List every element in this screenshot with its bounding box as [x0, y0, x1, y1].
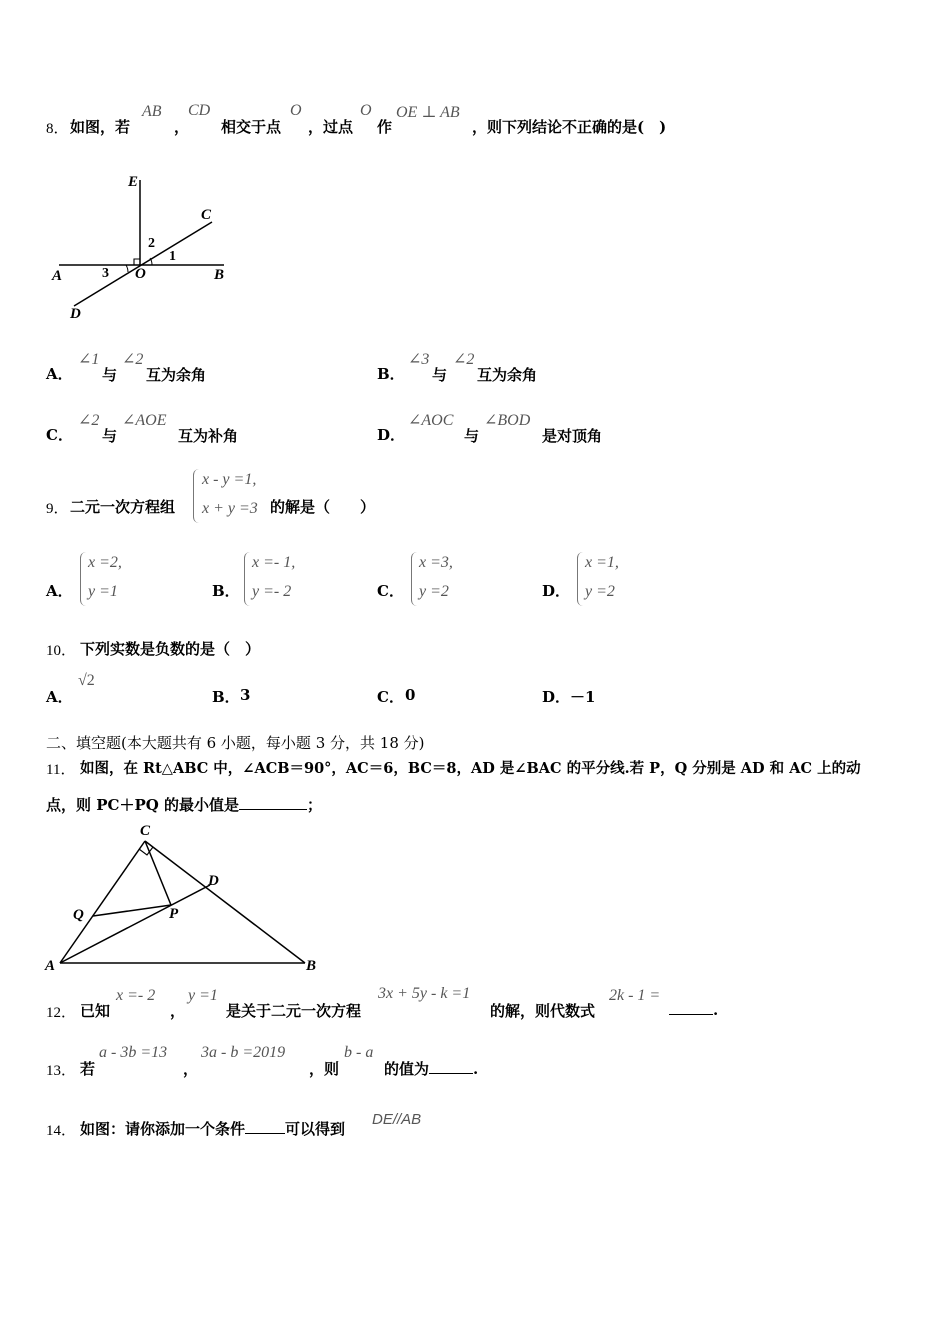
q8-text-1: 如图，若: [70, 118, 131, 136]
q11-number: 11．: [46, 762, 76, 778]
q9-option-a-line-1: x =2,: [88, 554, 122, 571]
q13-end: .: [473, 1060, 479, 1078]
q9-option-b-line-1: x =- 1,: [252, 554, 296, 571]
q11-line-2-end: ；: [307, 796, 323, 814]
q8-math-ab: AB: [142, 103, 162, 120]
q14-line: [80, 1118, 345, 1139]
q12-answer-blank[interactable]: [669, 1000, 713, 1015]
q13-number: 13．: [46, 1063, 77, 1079]
q13-text-1: 若: [80, 1060, 96, 1078]
q8-option-d-text-2: 是对顶角: [542, 427, 603, 445]
q8-option-d-math-2: ∠BOD: [484, 412, 531, 429]
segment-ad: [60, 885, 210, 963]
q13-math-3: b - a: [344, 1044, 374, 1061]
segment-ac: [60, 841, 145, 963]
q12-end: .: [713, 1001, 719, 1019]
q14-text-2: 可以得到: [285, 1120, 346, 1138]
label-angle-1: 1: [169, 249, 176, 264]
q8-option-b-text-2: 互为余角: [477, 366, 538, 384]
q8-option-b-text-1: 与: [432, 366, 448, 384]
q8-option-c-math-1: ∠2: [78, 412, 100, 429]
q10-number: 10．: [46, 643, 77, 659]
q9-equation-2: x + y =3: [202, 500, 258, 517]
right-angle-mark: [134, 259, 140, 265]
label-p: P: [169, 906, 179, 922]
label-angle-3: 3: [102, 266, 109, 281]
q12-math-y: y =1: [188, 987, 218, 1004]
q11-figure: [40, 818, 330, 980]
q8-math-o1: O: [290, 102, 302, 119]
q8-option-c-label[interactable]: C．: [46, 426, 73, 444]
q12-math-expression: 2k - 1 =: [609, 987, 661, 1004]
label-e: E: [128, 174, 139, 190]
q8-option-d-text-1: 与: [464, 427, 480, 445]
label-c: C: [201, 207, 212, 223]
q9-option-a-label[interactable]: A．: [46, 582, 73, 600]
q12-answer-line: [669, 1000, 718, 1019]
q9-system-brace: [193, 469, 202, 523]
q14-number: 14．: [46, 1123, 77, 1139]
q12-text-1: 已知: [80, 1002, 111, 1020]
q10-option-d-value: －1: [570, 688, 596, 706]
label-a: A: [45, 958, 56, 974]
label-d: D: [208, 873, 219, 889]
label-d: D: [70, 306, 81, 322]
q9-option-c-line-2: y =2: [419, 583, 449, 600]
label-b: B: [306, 958, 317, 974]
section-2-title: 二、填空题(本大题共有 6 小题，每小题 3 分，共 18 分): [46, 734, 425, 752]
q8-option-c-math-2: ∠AOE: [122, 412, 167, 429]
q8-text-5: 作: [377, 118, 393, 136]
q9-number: 9．: [46, 501, 69, 517]
q10-text: 下列实数是负数的是（ ）: [80, 640, 261, 658]
q9-option-a-line-2: y =1: [88, 583, 118, 600]
q8-option-a-math-1: ∠1: [78, 351, 100, 368]
q8-text-6: ，则下列结论不正确的是( ): [472, 118, 667, 136]
q9-option-b-line-2: y =- 2: [252, 583, 292, 600]
q13-answer-line: [384, 1058, 478, 1079]
q9-option-d-line-2: y =2: [585, 583, 615, 600]
q10-option-c-label[interactable]: C．: [377, 688, 404, 706]
q8-option-c-text-2: 互为补角: [178, 427, 239, 445]
q8-number: 8．: [46, 121, 69, 137]
q8-option-c-text-1: 与: [102, 427, 118, 445]
label-o: O: [135, 266, 146, 282]
q14-math-de-parallel-ab: DE//AB: [372, 1111, 422, 1128]
q10-option-d-label[interactable]: D．: [542, 688, 571, 706]
q12-number: 12．: [46, 1005, 77, 1021]
q9-option-d-line-1: x =1,: [585, 554, 619, 571]
label-angle-2: 2: [148, 236, 155, 251]
q13-text-4: 的值为: [384, 1060, 430, 1078]
q8-math-o2: O: [360, 102, 372, 119]
q14-text-1: 如图：请你添加一个条件: [80, 1120, 246, 1138]
q14-answer-blank[interactable]: [245, 1119, 285, 1134]
label-a: A: [52, 268, 63, 284]
angle-3-arc: [126, 265, 128, 272]
q12-text-4: 的解，则代数式: [490, 1002, 596, 1020]
line-cd: [74, 222, 212, 306]
q8-option-b-math-1: ∠3: [408, 351, 430, 368]
q8-option-a-math-2: ∠2: [122, 351, 144, 368]
q8-text-4: ，过点: [308, 118, 354, 136]
label-q: Q: [73, 907, 84, 923]
q10-option-c-value: 0: [405, 686, 416, 704]
q9-option-c-label[interactable]: C．: [377, 582, 404, 600]
q13-math-1: a - 3b =13: [99, 1044, 168, 1061]
segment-qp: [93, 905, 171, 916]
q10-option-b-label[interactable]: B．: [212, 688, 240, 706]
q13-answer-blank[interactable]: [429, 1059, 473, 1074]
q8-option-a-text-1: 与: [102, 366, 118, 384]
q13-text-3: ，则: [309, 1060, 340, 1078]
q11-line-2: [46, 794, 322, 815]
q9-option-d-label[interactable]: D．: [542, 582, 571, 600]
q10-option-a-value: √2: [78, 672, 95, 689]
label-b: B: [214, 267, 225, 283]
q9-text-2: 的解是（ ）: [270, 498, 376, 516]
q13-text-2: ，: [183, 1060, 199, 1078]
q12-math-x: x =- 2: [116, 987, 156, 1004]
q11-answer-blank[interactable]: [239, 795, 307, 810]
q10-option-a-label[interactable]: A．: [46, 688, 73, 706]
q8-option-d-math-1: ∠AOC: [408, 412, 454, 429]
q9-equation-1: x - y =1,: [202, 471, 257, 488]
q8-math-cd: CD: [188, 102, 211, 119]
q13-math-2: 3a - b =2019: [201, 1044, 286, 1061]
q9-text-1: 二元一次方程组: [70, 498, 176, 516]
q9-option-b-label[interactable]: B．: [212, 582, 240, 600]
q12-text-3: 是关于二元一次方程: [226, 1002, 362, 1020]
q8-option-b-label[interactable]: B．: [377, 365, 405, 383]
q12-text-2: ，: [170, 1002, 186, 1020]
q8-option-d-label[interactable]: D．: [377, 426, 406, 444]
q11-line-2-text: 点，则 PC＋PQ 的最小值是: [46, 796, 240, 814]
q9-option-c-line-1: x =3,: [419, 554, 453, 571]
q11-line-1: 如图，在 Rt△ABC 中，∠ACB＝90°，AC＝6，BC＝8，AD 是∠BAC 的平分线.若 P，Q 分别是 AD 和 AC 上的动: [80, 760, 861, 777]
label-c: C: [140, 823, 151, 839]
q8-option-a-label[interactable]: A．: [46, 365, 73, 383]
q8-option-b-math-2: ∠2: [453, 351, 475, 368]
q12-math-equation: 3x + 5y - k =1: [378, 985, 471, 1002]
q10-option-b-value: 3: [240, 686, 251, 704]
q8-text-2: ，: [174, 118, 190, 136]
q8-text-3: 相交于点: [221, 118, 282, 136]
q8-math-oe-perp-ab: OE ⊥ AB: [396, 104, 460, 121]
q8-figure: [44, 166, 244, 326]
q8-option-a-text-2: 互为余角: [146, 366, 207, 384]
